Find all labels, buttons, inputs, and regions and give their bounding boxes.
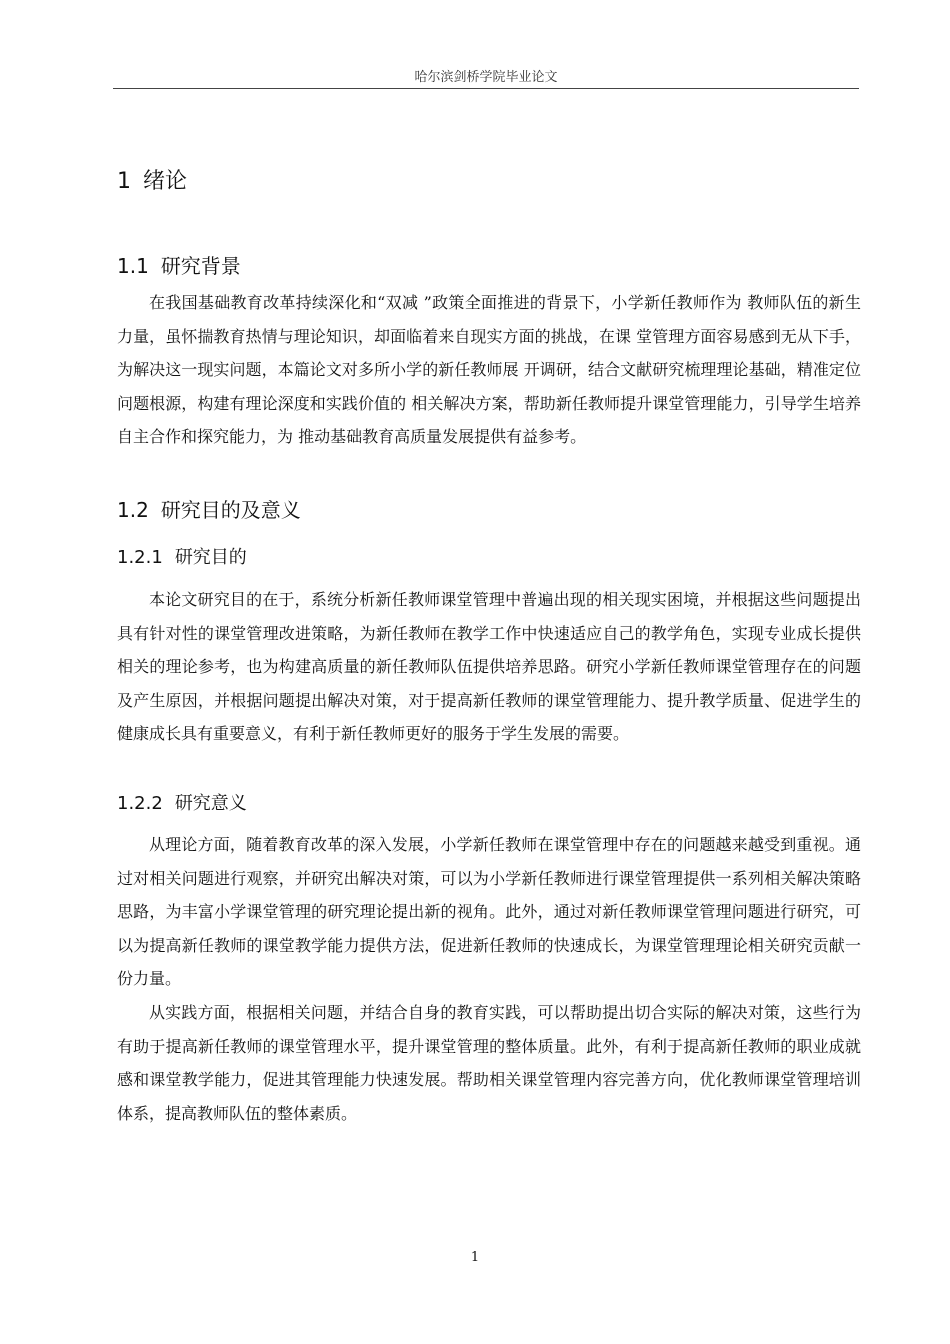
running-header: 哈尔滨剑桥学院毕业论文 xyxy=(414,70,558,85)
section-1-2-1-heading xyxy=(117,543,247,569)
section-number: 1.2.1 xyxy=(117,547,163,568)
section-number: 1.2 xyxy=(117,498,149,522)
header-rule xyxy=(113,88,859,89)
section-1-1-heading xyxy=(117,250,241,279)
purpose-paragraph: 本论文研究目的在于，系统分析新任教师课堂管理中普遍出现的相关现实困境，并根据这些问题提出具有针对性的课堂管理改进策略，为新任教师在教学工作中快速适应自己的教学角色，实现专业成长提供相关的理论参考，也为构建高质量的新任教师队伍提供培养思路。研究小学新任教师课堂管理存在的问题及产生原因，并根据问题提出解决对策，对于提高新任教师的课堂管理能力、提升教学质量、促进学生的健康成长具有重要意义，有利于新任教师更好的服务于学生发展的需要。 xyxy=(117,590,861,743)
section-title: 研究意义 xyxy=(174,793,247,814)
significance-practice-paragraph: 从实践方面，根据相关问题，并结合自身的教育实践，可以帮助提出切合实际的解决对策，这些行为有助于提高新任教师的课堂管理水平，提升课堂管理的整体质量。此外，有利于提高新任教师的职业成就感和课堂教学能力，促进其管理能力快速发展。帮助相关课堂管理内容完善方向，优化教师课堂管理培训体系，提高教师队伍的整体素质。 xyxy=(117,1003,861,1123)
significance-theory-paragraph: 从理论方面，随着教育改革的深入发展，小学新任教师在课堂管理中存在的问题越来越受到重视。通过对相关问题进行观察，并研究出解决对策，可以为小学新任教师进行课堂管理提供一系列相关解决策略思路，为丰富小学课堂管理的研究理论提出新的视角。此外，通过对新任教师课堂管理问题进行研究，可以为提高新任教师的课堂教学能力提供方法，促进新任教师的快速成长，为课堂管理理论相关研究贡献一份力量。 xyxy=(117,835,861,988)
section-1-2-heading xyxy=(117,494,301,523)
section-number: 1.1 xyxy=(117,254,149,278)
page-number: 1 xyxy=(470,1250,480,1265)
section-title: 研究目的及意义 xyxy=(160,498,301,522)
section-number: 1.2.2 xyxy=(117,793,163,814)
background-paragraph: 在我国基础教育改革持续深化和“双减 ”政策全面推进的背景下，小学新任教师作为 教师队伍的新生力量，虽怀揣教育热情与理论知识，却面临着来自现实方面的挑战，在课 堂管理方面容易感到无从下手，为解决这一现实问题，本篇论文对多所小学的新任教师展 开调研，结合文献研究梳理理论基础，精准定位问题根源，构建有理论深度和实践价值的 相关解决方案，帮助新任教师提升课堂管理能力，引导学生培养自主合作和探究能力，为 推动基础教育高质量发展提供有益参考。 xyxy=(117,293,861,446)
section-title: 研究背景 xyxy=(160,254,241,278)
chapter-title: 绪论 xyxy=(143,169,188,194)
section-1-2-2-heading xyxy=(117,789,247,815)
section-title: 研究目的 xyxy=(174,547,247,568)
chapter-number: 1 xyxy=(117,169,131,194)
chapter-heading xyxy=(117,164,187,195)
